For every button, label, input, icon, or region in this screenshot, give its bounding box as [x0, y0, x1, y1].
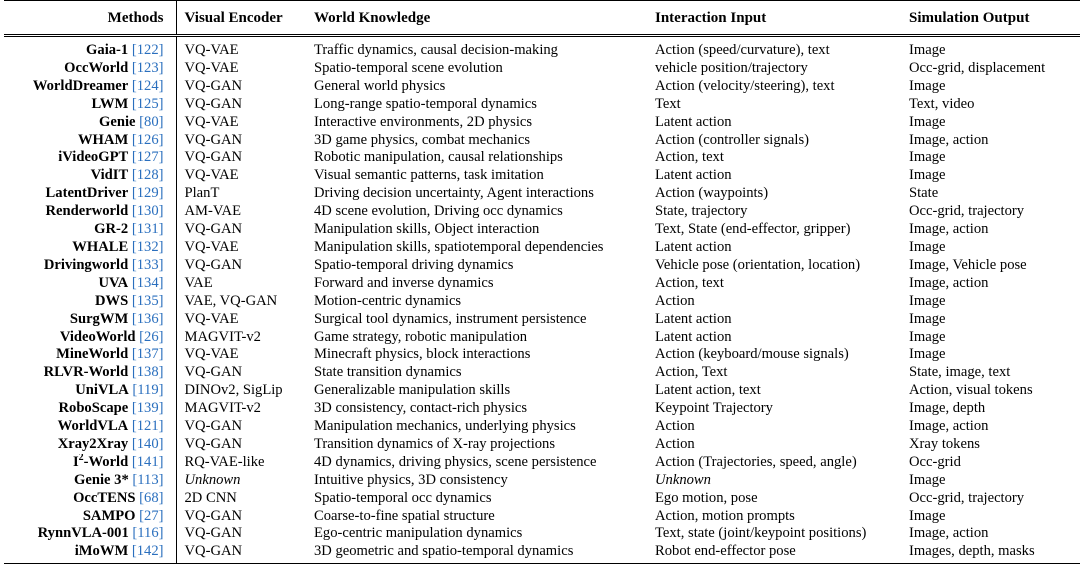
visual-encoder-cell: VQ-GAN	[184, 507, 243, 524]
method-name: Xray2Xray	[57, 435, 129, 452]
table-row	[4, 36, 1080, 60]
method-cell	[4, 472, 176, 490]
method-name: WorldVLA	[57, 418, 129, 435]
citation-link[interactable]: [127]	[131, 149, 164, 166]
method-name: WHAM	[77, 131, 129, 148]
visual-encoder-cell: PlanT	[184, 185, 220, 202]
method-cell	[4, 275, 176, 293]
simulation-output-cell: Image, action	[909, 274, 989, 291]
simulation-output-cell: Image	[909, 328, 946, 345]
interaction-input-cell: Latent action, text	[655, 382, 761, 399]
interaction-input-cell: vehicle position/trajectory	[655, 59, 808, 76]
simulation-output-cell: Image	[909, 346, 946, 363]
method-name: Genie	[99, 113, 136, 130]
interaction-input-cell: Action, Text	[655, 364, 728, 381]
interaction-input-cell: Action (controller signals)	[655, 131, 810, 148]
world-knowledge-cell: Long-range spatio-temporal dynamics	[314, 95, 537, 112]
method-cell	[4, 436, 176, 454]
world-knowledge-cell: Manipulation skills, spatiotemporal dependencies	[314, 238, 604, 255]
interaction-input-cell: Action	[655, 418, 695, 435]
citation-link[interactable]: [135]	[131, 292, 164, 309]
world-knowledge-cell: Intuitive physics, 3D consistency	[314, 471, 508, 488]
method-cell	[4, 525, 176, 543]
table-row	[4, 382, 1080, 400]
interaction-input-cell: Action (keyboard/mouse signals)	[655, 346, 849, 363]
method-name: RoboScape	[58, 400, 129, 417]
interaction-input-cell: Unknown	[655, 471, 711, 488]
table-row	[4, 329, 1080, 347]
header-visual-encoder: Visual Encoder	[184, 10, 283, 26]
table-row	[4, 293, 1080, 311]
simulation-output-cell: Image	[909, 149, 946, 166]
visual-encoder-cell: VQ-VAE	[176, 36, 306, 60]
visual-encoder-cell: VQ-VAE	[184, 167, 239, 184]
citation-link[interactable]: [124]	[131, 77, 164, 94]
interaction-input-cell: Action	[655, 292, 695, 309]
method-cell	[4, 132, 176, 150]
world-knowledge-cell: Driving decision uncertainty, Agent interactions	[314, 185, 594, 202]
citation-link[interactable]: [80]	[139, 113, 164, 130]
visual-encoder-cell: VQ-GAN	[184, 131, 243, 148]
world-knowledge-cell: Motion-centric dynamics	[314, 292, 462, 309]
citation-link[interactable]: [134]	[131, 274, 164, 291]
visual-encoder-cell: VQ-GAN	[184, 418, 243, 435]
table-row	[4, 203, 1080, 221]
method-name: iMoWM	[74, 543, 129, 560]
visual-encoder-cell: MAGVIT-v2	[184, 400, 261, 417]
interaction-input-cell: Latent action	[655, 167, 732, 184]
visual-encoder-cell: VAE, VQ-GAN	[184, 292, 278, 309]
simulation-output-cell: Xray tokens	[909, 435, 980, 452]
simulation-output-cell: Image	[901, 36, 1080, 60]
simulation-output-cell: Action, visual tokens	[909, 382, 1033, 399]
table-row	[4, 508, 1080, 526]
method-cell	[4, 329, 176, 347]
simulation-output-cell: Image	[909, 113, 946, 130]
header-interaction-input: Interaction Input	[655, 10, 767, 26]
world-knowledge-cell: Traffic dynamics, causal decision-making	[306, 36, 647, 60]
citation-link[interactable]: [125]	[131, 95, 164, 112]
table-row	[4, 221, 1080, 239]
table-row	[4, 60, 1080, 78]
interaction-input-cell: Action, text	[655, 274, 724, 291]
method-cell	[4, 490, 176, 508]
citation-link[interactable]: [136]	[131, 310, 164, 327]
method-cell	[4, 167, 176, 185]
visual-encoder-cell: VQ-GAN	[184, 77, 243, 94]
table-row	[4, 436, 1080, 454]
world-knowledge-cell: General world physics	[314, 77, 446, 94]
method-name: LatentDriver	[45, 185, 129, 202]
simulation-output-cell: Image, action	[909, 131, 989, 148]
table-row	[4, 400, 1080, 418]
simulation-output-cell: Image	[909, 471, 946, 488]
visual-encoder-cell: VQ-GAN	[176, 543, 306, 563]
visual-encoder-cell: VAE	[184, 274, 213, 291]
method-name: DWS	[94, 292, 129, 309]
citation-link[interactable]: [130]	[131, 203, 164, 220]
simulation-output-cell: Image, action	[909, 525, 989, 542]
method-name-superscript: 2	[78, 453, 84, 463]
world-knowledge-cell: Forward and inverse dynamics	[314, 274, 494, 291]
interaction-input-cell: State, trajectory	[655, 203, 748, 220]
citation-link[interactable]: [129]	[131, 185, 164, 202]
visual-encoder-cell: AM-VAE	[184, 203, 241, 220]
interaction-input-cell: Ego motion, pose	[655, 489, 758, 506]
citation-link[interactable]: [26]	[139, 328, 164, 345]
visual-encoder-cell: VQ-VAE	[184, 310, 239, 327]
simulation-output-cell: Occ-grid, trajectory	[909, 203, 1025, 220]
table-row	[4, 149, 1080, 167]
interaction-input-cell: Action (Trajectories, speed, angle)	[655, 453, 857, 470]
method-cell	[4, 60, 176, 78]
simulation-output-cell: Occ-grid	[909, 453, 961, 470]
method-cell	[4, 114, 176, 132]
method-cell	[4, 311, 176, 329]
world-knowledge-cell: 3D geometric and spatio-temporal dynamics	[306, 543, 647, 563]
method-name: SurgWM	[69, 310, 129, 327]
table-row	[4, 490, 1080, 508]
interaction-input-cell: Action (speed/curvature), text	[647, 36, 901, 60]
world-knowledge-cell: 3D consistency, contact-rich physics	[314, 400, 528, 417]
interaction-input-cell: Text, state (joint/keypoint positions)	[655, 525, 867, 542]
method-name: VidIT	[90, 167, 129, 184]
citation-link[interactable]: [131]	[131, 221, 164, 238]
citation-link[interactable]: [113]	[132, 471, 164, 488]
methods-comparison-table	[4, 0, 1080, 564]
method-cell	[4, 346, 176, 364]
method-cell	[4, 149, 176, 167]
table-row	[4, 346, 1080, 364]
simulation-output-cell: Image	[909, 167, 946, 184]
table-body	[4, 36, 1080, 564]
method-name: WorldDreamer	[32, 77, 129, 94]
method-name: WHALE	[72, 238, 129, 255]
visual-encoder-cell: MAGVIT-v2	[184, 328, 261, 345]
citation-link[interactable]: [137]	[131, 346, 164, 363]
citation-link[interactable]: [141]	[131, 453, 164, 470]
visual-encoder-cell: VQ-VAE	[184, 113, 239, 130]
header-methods: Methods	[4, 1, 176, 36]
method-name: RLVR-World	[43, 364, 129, 381]
interaction-input-cell: Action	[655, 435, 695, 452]
simulation-output-cell: Image, action	[909, 221, 989, 238]
method-name: Renderworld	[45, 203, 129, 220]
table-row	[4, 525, 1080, 543]
table-row	[4, 185, 1080, 203]
simulation-output-cell: Image, action	[909, 418, 989, 435]
world-knowledge-cell: 3D game physics, combat mechanics	[314, 131, 531, 148]
simulation-output-cell: Text, video	[909, 95, 975, 112]
visual-encoder-cell: VQ-GAN	[184, 149, 243, 166]
method-cell	[4, 36, 176, 60]
world-knowledge-cell: 4D scene evolution, Driving occ dynamics	[314, 203, 563, 220]
method-cell	[4, 364, 176, 382]
citation-link[interactable]: [133]	[131, 256, 164, 273]
simulation-output-cell: State	[909, 185, 939, 202]
table-row	[4, 239, 1080, 257]
visual-encoder-cell: VQ-GAN	[184, 364, 243, 381]
method-name: MineWorld	[56, 346, 129, 363]
table-row	[4, 257, 1080, 275]
visual-encoder-cell: VQ-GAN	[184, 435, 243, 452]
method-cell	[4, 293, 176, 311]
header-simulation-output: Simulation Output	[909, 10, 1030, 26]
table-row	[4, 311, 1080, 329]
method-cell	[4, 239, 176, 257]
method-cell	[4, 382, 176, 400]
world-knowledge-cell: Manipulation mechanics, underlying physics	[314, 418, 576, 435]
method-name: RynnVLA-001	[37, 525, 129, 542]
citation-link[interactable]: [123]	[131, 59, 164, 76]
citation-link[interactable]: [132]	[131, 238, 164, 255]
table-row	[4, 364, 1080, 382]
citation-link[interactable]: [116]	[132, 525, 164, 542]
citation-link[interactable]: [140]	[131, 435, 164, 452]
method-name: SAMPO	[82, 507, 136, 524]
simulation-output-cell: Image	[909, 238, 946, 255]
visual-encoder-cell: VQ-GAN	[184, 221, 243, 238]
interaction-input-cell: Text	[655, 95, 681, 112]
simulation-output-cell: Image	[909, 310, 946, 327]
method-name: LWM	[91, 95, 129, 112]
world-knowledge-cell: Transition dynamics of X-ray projections	[314, 435, 556, 452]
interaction-input-cell: Action, motion prompts	[655, 507, 795, 524]
method-name: VideoWorld	[59, 328, 136, 345]
world-knowledge-cell: Manipulation skills, Object interaction	[314, 221, 540, 238]
citation-link[interactable]: [126]	[131, 131, 164, 148]
interaction-input-cell: Latent action	[655, 310, 732, 327]
method-name: GR-2	[94, 221, 129, 238]
visual-encoder-cell: RQ-VAE-like	[184, 453, 265, 470]
world-knowledge-cell: Game strategy, robotic manipulation	[314, 328, 528, 345]
citation-link[interactable]: [139]	[131, 400, 164, 417]
method-name: $I^2$-World	[72, 453, 129, 470]
method-name: OccWorld	[64, 59, 129, 76]
world-knowledge-cell: 4D dynamics, driving physics, scene persistence	[314, 453, 597, 470]
world-knowledge-cell: Generalizable manipulation skills	[314, 382, 511, 399]
simulation-output-cell: Images, depth, masks	[901, 543, 1080, 563]
visual-encoder-cell: VQ-GAN	[184, 525, 243, 542]
method-name: Genie 3*	[74, 471, 129, 488]
visual-encoder-cell: VQ-VAE	[184, 346, 239, 363]
visual-encoder-cell: VQ-VAE	[184, 238, 239, 255]
method-cell	[4, 418, 176, 436]
table-row	[4, 454, 1080, 472]
world-knowledge-cell: Spatio-temporal occ dynamics	[314, 489, 492, 506]
world-knowledge-cell: Coarse-to-fine spatial structure	[314, 507, 495, 524]
simulation-output-cell: Image, depth	[909, 400, 986, 417]
table-row	[4, 275, 1080, 293]
simulation-output-cell: Image	[909, 507, 946, 524]
citation-link[interactable]: [138]	[131, 364, 164, 381]
citation-link[interactable]: [68]	[139, 489, 164, 506]
table-row	[4, 167, 1080, 185]
table-row	[4, 418, 1080, 436]
interaction-input-cell: Robot end-effector pose	[647, 543, 901, 563]
table-row	[4, 96, 1080, 114]
table-row	[4, 78, 1080, 96]
world-knowledge-cell: Robotic manipulation, causal relationships	[314, 149, 563, 166]
simulation-output-cell: Image, Vehicle pose	[909, 256, 1027, 273]
table-row	[4, 543, 1080, 563]
visual-encoder-cell: 2D CNN	[184, 489, 237, 506]
world-knowledge-cell: Spatio-temporal scene evolution	[314, 59, 503, 76]
world-knowledge-cell: Spatio-temporal driving dynamics	[314, 256, 514, 273]
citation-link[interactable]: [27]	[139, 507, 164, 524]
citation-link[interactable]: [122]	[131, 42, 164, 58]
world-knowledge-cell: Minecraft physics, block interactions	[314, 346, 531, 363]
method-cell	[4, 543, 176, 563]
world-knowledge-cell: Visual semantic patterns, task imitation	[314, 167, 544, 184]
method-cell	[4, 78, 176, 96]
visual-encoder-cell: VQ-GAN	[184, 95, 243, 112]
table-row	[4, 472, 1080, 490]
method-cell	[4, 400, 176, 418]
interaction-input-cell: Action (waypoints)	[655, 185, 769, 202]
method-cell	[4, 454, 176, 472]
interaction-input-cell: Text, State (end-effector, gripper)	[655, 221, 851, 238]
table-row	[4, 114, 1080, 132]
header-world-knowledge: World Knowledge	[314, 10, 431, 26]
simulation-output-cell: State, image, text	[909, 364, 1011, 381]
method-name: UniVLA	[75, 382, 129, 399]
method-name: UVA	[98, 274, 129, 291]
citation-link[interactable]: [119]	[132, 382, 164, 399]
visual-encoder-cell: DINOv2, SigLip	[184, 382, 283, 399]
method-name: Gaia-1	[86, 42, 129, 58]
simulation-output-cell: Occ-grid, displacement	[909, 59, 1046, 76]
world-knowledge-cell: Ego-centric manipulation dynamics	[314, 525, 523, 542]
method-name: iVideoGPT	[58, 149, 129, 166]
table-row	[4, 132, 1080, 150]
interaction-input-cell: Latent action	[655, 113, 732, 130]
method-cell	[4, 185, 176, 203]
citation-link[interactable]: [142]	[131, 543, 164, 560]
method-cell	[4, 221, 176, 239]
interaction-input-cell: Action, text	[655, 149, 724, 166]
world-knowledge-cell: Interactive environments, 2D physics	[314, 113, 533, 130]
method-cell	[4, 257, 176, 275]
interaction-input-cell: Latent action	[655, 328, 732, 345]
method-name: Drivingworld	[43, 256, 129, 273]
citation-link[interactable]: [128]	[131, 167, 164, 184]
method-cell	[4, 203, 176, 221]
method-cell	[4, 508, 176, 526]
interaction-input-cell: Keypoint Trajectory	[655, 400, 773, 417]
method-name: OccTENS	[73, 489, 136, 506]
interaction-input-cell: Vehicle pose (orientation, location)	[655, 256, 861, 273]
method-cell	[4, 96, 176, 114]
simulation-output-cell: Image	[909, 77, 946, 94]
world-knowledge-cell: State transition dynamics	[314, 364, 462, 381]
citation-link[interactable]: [121]	[131, 418, 164, 435]
simulation-output-cell: Image	[909, 292, 946, 309]
interaction-input-cell: Latent action	[655, 238, 732, 255]
visual-encoder-cell: Unknown	[184, 471, 241, 488]
simulation-output-cell: Occ-grid, trajectory	[909, 489, 1025, 506]
visual-encoder-cell: VQ-GAN	[184, 256, 243, 273]
world-knowledge-cell: Surgical tool dynamics, instrument persistence	[314, 310, 587, 327]
interaction-input-cell: Action (velocity/steering), text	[655, 77, 835, 94]
visual-encoder-cell: VQ-VAE	[184, 59, 239, 76]
table-header-row	[4, 1, 1080, 36]
